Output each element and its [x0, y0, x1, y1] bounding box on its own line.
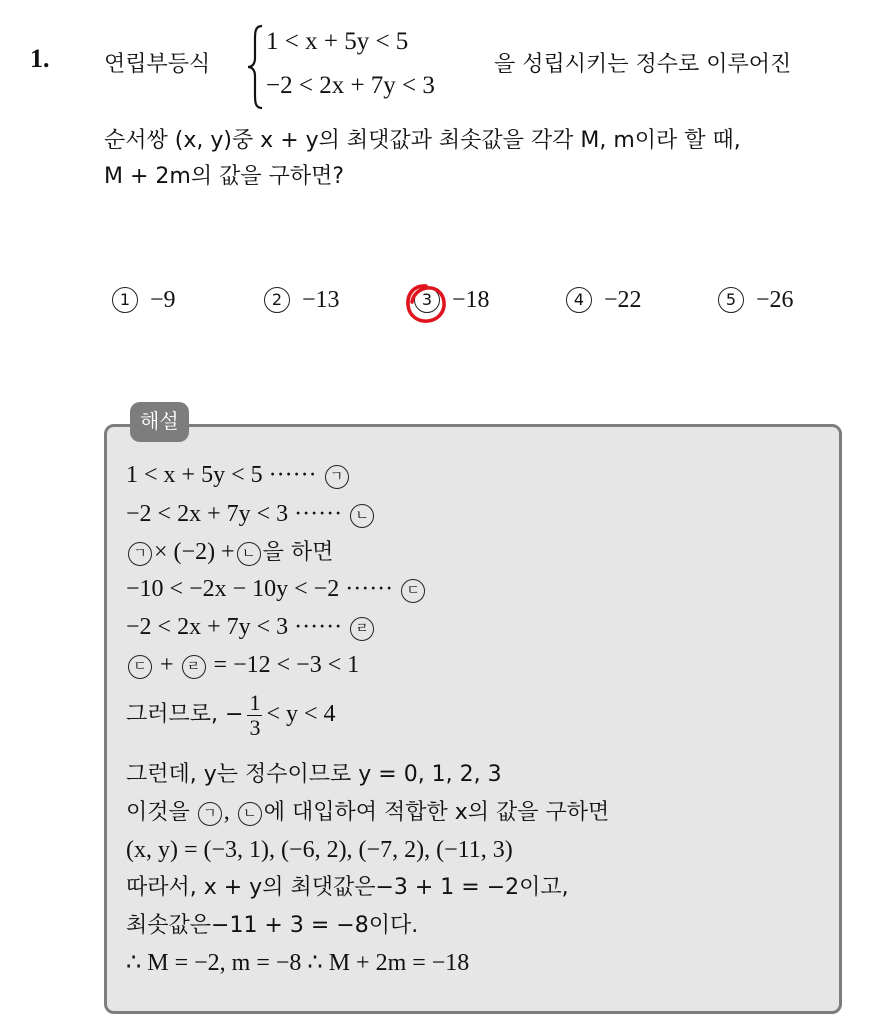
choice-value-3: −18	[452, 287, 490, 313]
solution-line-5: −2 < 2x + 7y < 3 ······ ㄹ	[126, 612, 376, 642]
system-eq-2: −2 < 2x + 7y < 3	[266, 72, 435, 99]
choice-value-4: −22	[604, 287, 642, 313]
selected-answer-circle-icon	[402, 280, 450, 328]
solution-line-9: 이것을 ㄱ , ㄴ 에 대입하여 적합한 x의 값을 구하면	[126, 799, 610, 825]
choice-number-5: 5	[718, 287, 744, 313]
question-prefix: 연립부등식	[104, 52, 211, 77]
solution-line-2: −2 < 2x + 7y < 3 ······ ㄴ	[126, 499, 376, 529]
question-number: 1.	[30, 44, 50, 73]
solution-line-8: 그런데, y는 정수이므로 y = 0, 1, 2, 3	[126, 762, 502, 787]
choice-number-1: 1	[112, 287, 138, 313]
system-eq-1: 1 < x + 5y < 5	[266, 28, 409, 55]
choice-number-3: 3	[414, 287, 440, 313]
solution-tag: 해설	[130, 402, 189, 442]
solution-line-10: (x, y) = (−3, 1), (−6, 2), (−7, 2), (−11, 3)	[126, 837, 513, 863]
question-suffix: 을 성립시키는 정수로 이루어진	[494, 52, 792, 77]
choice-number-4: 4	[566, 287, 592, 313]
solution-line-12: 최솟값은−11 + 3 = −8이다.	[126, 913, 419, 938]
left-brace-icon	[246, 24, 266, 110]
solution-line-1: 1 < x + 5y < 5 ······ ㄱ	[126, 460, 351, 490]
question-line-3: M + 2m의 값을 구하면?	[104, 164, 345, 189]
inequality-system	[246, 24, 476, 110]
choice-2[interactable]	[264, 287, 340, 314]
solution-line-4: −10 < −2x − 10y < −2 ······ ㄷ	[126, 574, 427, 604]
solution-line-6: ㄷ + ㄹ = −12 < −3 < 1	[126, 650, 359, 680]
choice-value-2: −13	[302, 287, 340, 313]
choice-value-1: −9	[150, 287, 176, 313]
choice-5[interactable]	[718, 287, 794, 314]
choice-value-5: −26	[756, 287, 794, 313]
solution-line-13: ∴ M = −2, m = −8 ∴ M + 2m = −18	[126, 950, 470, 976]
fraction: $\frac{1}{3}$	[249, 689, 261, 740]
solution-line-7: 그러므로, − $\frac{1}{3}$ < y < 4	[126, 689, 336, 740]
solution-line-11: 따라서, x + y의 최댓값은−3 + 1 = −2이고,	[126, 875, 569, 900]
choice-4[interactable]	[566, 287, 642, 314]
solution-line-3: ㄱ × (−2) + ㄴ 을 하면	[126, 537, 333, 568]
choice-number-2: 2	[264, 287, 290, 313]
choice-1[interactable]	[112, 287, 176, 314]
question-line-2: 순서쌍 (x, y)중 x + y의 최댓값과 최솟값을 각각 M, m이라 할 때,	[104, 128, 741, 153]
